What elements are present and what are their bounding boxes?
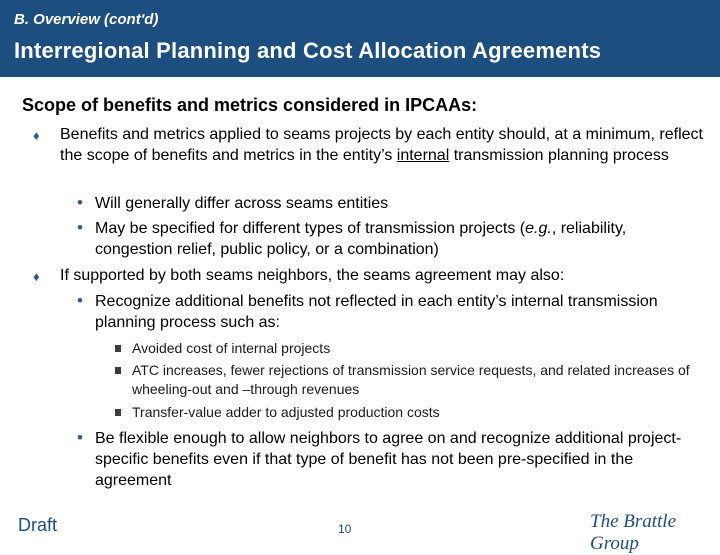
- bullet-1-sub-2-text-end: , reliability, congestion relief, public policy, or a combination): [95, 220, 627, 258]
- header-bar: [0, 0, 720, 77]
- bullet-2-sub-1: [77, 291, 705, 333]
- square-bullet-icon: [115, 409, 121, 416]
- dot-bullet-icon: •: [77, 428, 83, 447]
- sub-item-text: Avoided cost of internal projects: [132, 340, 331, 356]
- content-heading: Scope of benefits and metrics considered in IPCAAs:: [22, 95, 478, 115]
- bullet-1-sub-2: [77, 218, 705, 260]
- bullet-2-sub-2: [77, 428, 705, 491]
- sub-item-text: ATC increases, fewer rejections of transmission service requests, and related increases of wheeling-out and –through revenues: [132, 362, 690, 397]
- bullet-1: [33, 124, 705, 166]
- dot-bullet-icon: •: [77, 218, 83, 237]
- slide-title: Interregional Planning and Cost Allocation Agreements: [14, 38, 602, 63]
- bullet-1-text-start: Benefits and metrics applied to seams projects by each entity should, at a minimum, reflect the scope of benefits and metrics in the entity’s: [60, 126, 703, 164]
- bullet-1-underlined-word: internal: [396, 147, 450, 164]
- square-bullet-icon: [115, 367, 121, 374]
- bullet-2-sub-1-item-2: [132, 361, 712, 399]
- section-kicker: B. Overview (cont'd): [14, 11, 159, 28]
- bullet-2-sub-1-text: Recognize additional benefits not reflected in each entity’s internal transmission planning process such as:: [95, 293, 658, 331]
- sub-item-text: Transfer-value adder to adjusted production costs: [132, 404, 440, 420]
- bullet-1-text-end: transmission planning process: [449, 147, 669, 164]
- dot-bullet-icon: •: [77, 193, 83, 212]
- bullet-2-sub-1-item-3: [132, 403, 712, 422]
- bullet-1-sub-1-text: Will generally differ across seams entities: [95, 195, 389, 212]
- brattle-group-logo: The Brattle Group: [590, 511, 677, 554]
- bullet-2: [33, 265, 705, 286]
- bullet-2-sub-2-text: Be flexible enough to allow neighbors to agree on and recognize additional project-specific benefits even if that type of benefit has not been pre-specified in the agreement: [95, 430, 682, 489]
- page-number: 10: [338, 522, 352, 536]
- bullet-2-sub-1-item-1: [132, 339, 712, 358]
- bullet-1-sub-1: [77, 193, 705, 214]
- bullet-1-sub-2-text-start: May be specified for different types of transmission projects (: [95, 220, 526, 237]
- draft-label: Draft: [18, 515, 58, 535]
- dot-bullet-icon: •: [77, 291, 83, 310]
- diamond-bullet-icon: ♦: [33, 269, 40, 284]
- bullet-2-text: If supported by both seams neighbors, the seams agreement may also:: [60, 267, 565, 284]
- bullet-1-sub-2-italic: e.g.: [525, 220, 552, 237]
- square-bullet-icon: [115, 345, 121, 352]
- diamond-bullet-icon: ♦: [33, 128, 40, 143]
